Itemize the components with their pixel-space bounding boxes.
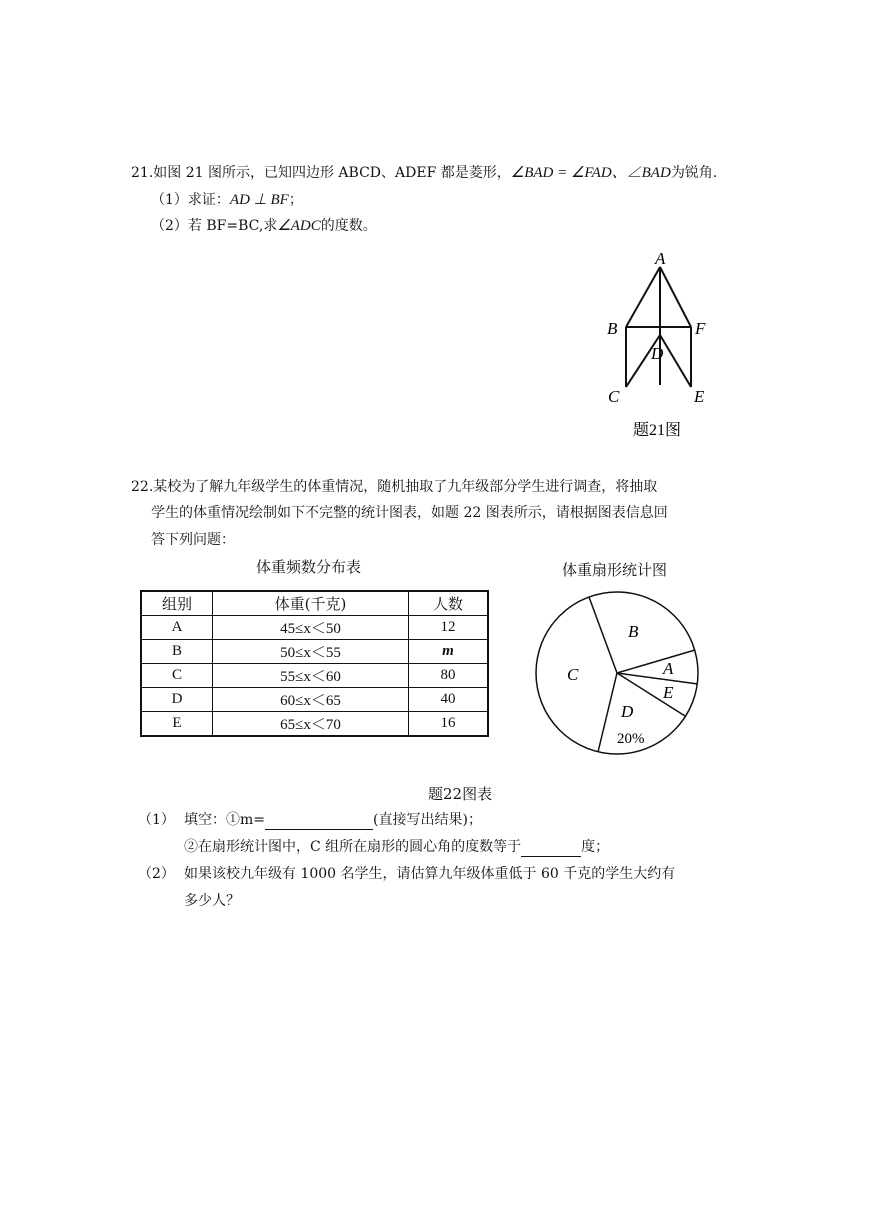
cell-range: 65≤x＜70 [213, 712, 409, 737]
cell-count: 12 [409, 616, 489, 640]
answer-blank-m[interactable] [265, 813, 373, 830]
label-e: E [694, 387, 705, 406]
pie-label-c: C [567, 665, 579, 684]
q22-part2-num: （2） [138, 866, 175, 882]
cell-group: C [141, 664, 213, 688]
table-row [141, 664, 488, 688]
table-row [141, 640, 488, 664]
label-d: D [651, 344, 664, 363]
q22-stem-line2: 学生的体重情况绘制如下不完整的统计图表，如题 22 图表所示，请根据图表信息回 [151, 505, 668, 521]
pie-label-d: D [621, 702, 634, 721]
pie-label-d-percent: 20% [617, 731, 645, 747]
q21-part2-suffix: 的度数。 [320, 218, 377, 234]
edge-ab [626, 267, 660, 327]
pie-label-a: A [663, 659, 674, 678]
q22-part1-text: 填空：①m= [184, 812, 266, 828]
cell-range: 45≤x＜50 [213, 616, 409, 640]
table-row [141, 688, 488, 712]
q22-part2-line2: 多少人？ [184, 893, 240, 909]
q21-part2 [151, 216, 377, 236]
q22-caption: 题22图表 [428, 785, 493, 803]
cell-group: A [141, 616, 213, 640]
q21-figure-caption: 题21图 [633, 422, 682, 439]
cell-range: 50≤x＜55 [213, 640, 409, 664]
q21-part1 [151, 190, 303, 210]
pie-title: 体重扇形统计图 [562, 561, 668, 579]
q22-part2-line1: 如果该校九年级有 1000 名学生，请估算九年级体重低于 60 千克的学生大约有 [184, 866, 676, 882]
pie-chart [530, 588, 705, 763]
cell-range: 60≤x＜65 [213, 688, 409, 712]
q22-part1b-text: ②在扇形统计图中，C 组所在扇形的圆心角的度数等于 [184, 839, 522, 855]
q21-figure [595, 245, 725, 445]
q21-part2-math: ∠ADC [277, 218, 321, 234]
q22-part1b [184, 837, 609, 857]
q21-part2-text: （2）若 BF=BC,求 [151, 218, 278, 234]
cell-range: 55≤x＜60 [213, 664, 409, 688]
q22-part1-after: (直接写出结果)； [373, 812, 482, 828]
label-a: A [655, 249, 666, 268]
q22-part1-num: （1） [138, 812, 175, 828]
label-b: B [607, 319, 618, 338]
frequency-table [140, 590, 489, 737]
table-title: 体重频数分布表 [256, 558, 362, 576]
cell-count: m [409, 640, 489, 664]
label-c: C [608, 387, 620, 406]
table-header-row [141, 591, 488, 616]
q21-stem-suffix: 为锐角. [670, 165, 718, 181]
q21-part1-text: （1）求证： [151, 192, 230, 208]
q22-stem-line3: 答下列问题： [151, 532, 235, 548]
cell-count: 16 [409, 712, 489, 737]
q21-stem-text: 21.如图 21 图所示，已知四边形 ABCD、ADEF 都是菱形， [131, 165, 511, 181]
cell-group: E [141, 712, 213, 737]
q21-stem [131, 163, 717, 183]
label-f: F [695, 319, 706, 338]
cell-count: 80 [409, 664, 489, 688]
answer-blank-angle[interactable] [521, 840, 581, 857]
edge-af [660, 267, 691, 327]
pie-label-e: E [663, 683, 674, 702]
q21-part1-math: AD ⊥ BF [229, 192, 289, 208]
cell-group: B [141, 640, 213, 664]
pie-label-b: B [628, 622, 639, 641]
q21-stem-math: ∠BAD = ∠FAD、∠BAD [510, 165, 671, 181]
header-group: 组别 [141, 591, 213, 616]
table-row [141, 616, 488, 640]
header-weight: 体重(千克) [213, 591, 409, 616]
q22-stem-line1: 22.某校为了解九年级学生的体重情况，随机抽取了九年级部分学生进行调查，将抽取 [131, 479, 658, 495]
table-row [141, 712, 488, 737]
q22-part1 [184, 810, 482, 830]
q21-part1-suffix: ； [288, 192, 303, 208]
q22-part1b-after: 度； [581, 839, 610, 855]
header-count: 人数 [409, 591, 489, 616]
cell-group: D [141, 688, 213, 712]
cell-count: 40 [409, 688, 489, 712]
edge-ed [660, 335, 691, 387]
